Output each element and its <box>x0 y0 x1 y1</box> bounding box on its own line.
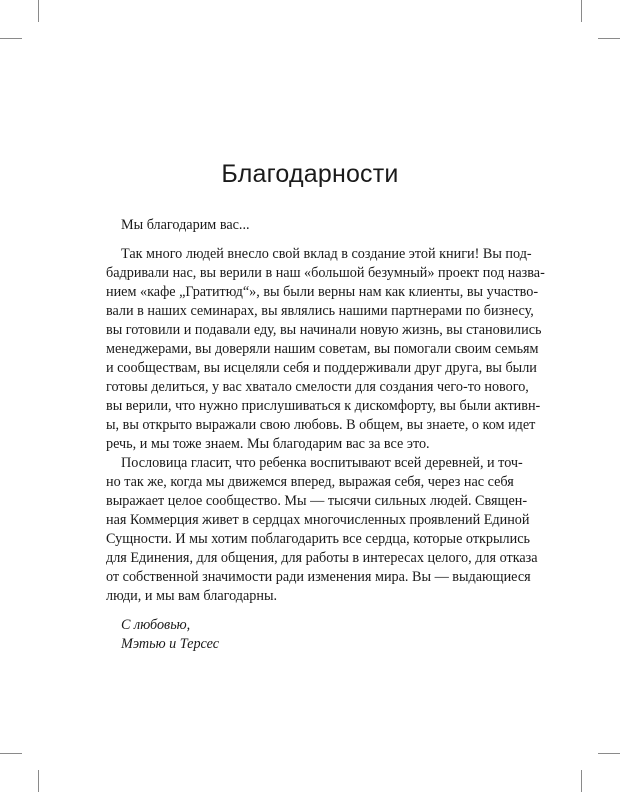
crop-mark-top-left-h <box>0 38 22 39</box>
paragraph-line: выражает целое сообщество. Мы — тысячи сильных людей. Священ- <box>106 493 528 509</box>
crop-mark-bottom-right <box>581 770 582 792</box>
paragraph-line: готовы делиться, у вас хватало смелости для создания чего-то нового, <box>106 379 529 395</box>
signature-line: Мэтью и Терсес <box>121 636 220 652</box>
paragraph-line: вали в наших семинарах, вы являлись нашими партнерами по бизнесу, <box>106 303 534 319</box>
paragraph-1 <box>106 245 545 454</box>
paragraph-line: Так много людей внесло свой вклад в создание этой книги! Вы под- <box>121 246 532 262</box>
paragraph-line: но так же, когда мы движемся вперед, выражая себя, через нас себя <box>106 474 514 490</box>
paragraph-line: люди, и мы вам благодарны. <box>106 588 278 604</box>
closing-line: С любовью, <box>121 617 191 633</box>
crop-mark-top-left <box>38 0 39 22</box>
paragraph-line: вы готовили и подавали еду, вы начинали новую жизнь, вы становились <box>106 322 542 338</box>
page-title: Благодарности <box>221 160 399 188</box>
paragraph-line: вы верили, что нужно прислушиваться к дискомфорту, вы были активн- <box>106 398 541 414</box>
crop-mark-top-right-h <box>598 38 620 39</box>
crop-mark-top-right <box>581 0 582 22</box>
greeting-line: Мы благодарим вас... <box>121 217 250 233</box>
paragraph-line: ная Коммерция живет в сердцах многочисленных проявлений Единой <box>106 512 530 528</box>
paragraph-line: речь, и мы тоже знаем. Мы благодарим вас за все это. <box>106 436 430 452</box>
paragraph-line: ы, вы открыто выражали свою любовь. В общем, вы знаете, о ком идет <box>106 417 536 433</box>
crop-mark-bottom-left <box>38 770 39 792</box>
paragraph-line: Сущности. И мы хотим поблагодарить все сердца, которые открылись <box>106 531 531 547</box>
crop-mark-bottom-right-h <box>598 753 620 754</box>
paragraph-line: Пословица гласит, что ребенка воспитывают всей деревней, и точ- <box>121 455 523 471</box>
body-text <box>106 216 545 654</box>
paragraph-line: для Единения, для общения, для работы в интересах целого, для отказа <box>106 550 538 566</box>
paragraph-line: нием «кафе „Гратитюд“», вы были верны нам как клиенты, вы участво- <box>106 284 539 300</box>
paragraph-line: менеджерами, вы доверяли нашим советам, вы помогали своим семьям <box>106 341 539 357</box>
paragraph-line: и сообществам, вы исцеляли себя и поддерживали друг друга, вы были <box>106 360 537 376</box>
paragraph-2 <box>106 454 538 606</box>
paragraph-line: бадривали нас, вы верили в наш «большой безумный» проект под назва- <box>106 265 545 281</box>
crop-mark-bottom-left-h <box>0 753 22 754</box>
paragraph-line: от собственной значимости ради изменения мира. Вы — выдающиеся <box>106 569 531 585</box>
